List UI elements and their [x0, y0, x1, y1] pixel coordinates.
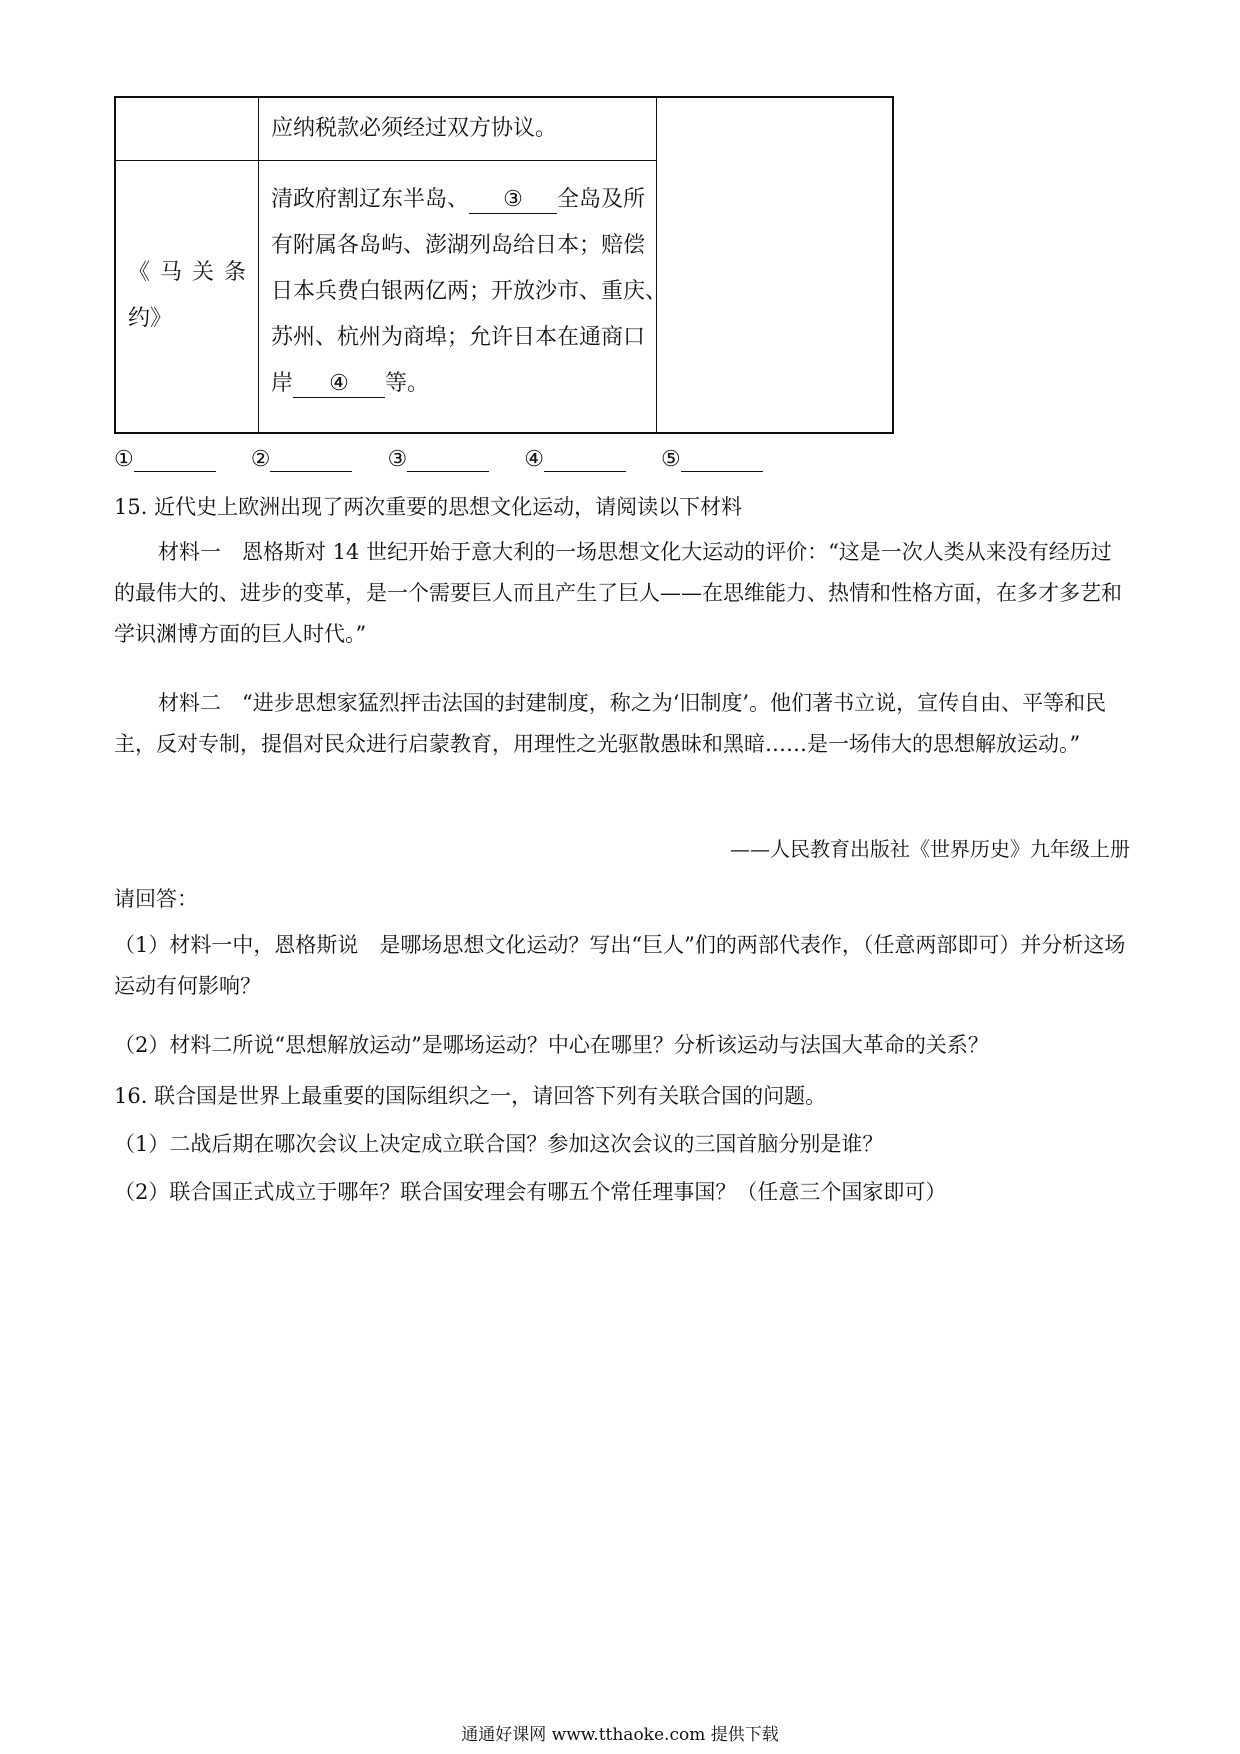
treaty-content-line4: 苏州、杭州为商埠；允许日本在通商口	[271, 325, 646, 350]
treaty-table	[114, 96, 894, 434]
question-15-stem: 15. 近代史上欧洲出现了两次重要的思想文化运动，请阅读以下材料	[114, 495, 743, 519]
treaty-name-line2: 约》	[128, 306, 173, 331]
table-column-divider	[258, 98, 259, 432]
answer-line	[681, 451, 763, 472]
answer-blank-label: ⑤	[660, 447, 681, 472]
answer-blank-3[interactable]	[387, 447, 489, 472]
answer-line	[134, 451, 216, 472]
treaty-content-line3: 日本兵费白银两亿两；开放沙市、重庆、	[271, 279, 668, 304]
question-15-material-1: 材料一 恩格斯对 14 世纪开始于意大利的一场思想文化大运动的评价：“这是一次人类从来没有经历过的最伟大的、进步的变革，是一个需要巨人而且产生了巨人——在思维能力、热情和性格方面，在多才多艺和学识渊博方面的巨人时代。”	[114, 540, 1122, 646]
fill-blank-4[interactable]: ④	[293, 371, 385, 398]
treaty-content-text: 全岛及所	[557, 187, 646, 212]
answer-line	[407, 451, 489, 472]
answer-blank-5[interactable]	[661, 447, 763, 472]
question-15-material-2: 材料二 “进步思想家猛烈抨击法国的封建制度，称之为‘旧制度’。他们著书立说，宣传自由、平等和民主，反对专制，提倡对民众进行启蒙教育，用理性之光驱散愚昧和黑暗……是一场伟大的思想解放运动。”	[114, 691, 1107, 756]
treaty-content-line5	[271, 361, 429, 407]
treaty-name-line1: 《马关条	[128, 260, 257, 285]
table-column-divider	[656, 98, 657, 432]
page-footer: 通通好课网 www.tthaoke.com 提供下载	[461, 1725, 779, 1745]
treaty-content-text: 岸	[271, 371, 294, 396]
answer-blank-label: ②	[250, 447, 271, 472]
treaty-content-text: 等。	[385, 371, 430, 396]
question-16-sub-2: （2）联合国正式成立于哪年？联合国安理会有哪五个常任理事国？（任意三个国家即可）	[114, 1180, 947, 1204]
answer-blank-label: ④	[524, 447, 544, 472]
answer-line	[544, 451, 626, 472]
treaty-content-line2: 有附属各岛屿、澎湖列岛给日本；赔偿	[271, 233, 646, 258]
treaty-content-line1	[271, 177, 645, 223]
answer-line	[270, 451, 352, 472]
answer-blank-2[interactable]	[251, 447, 353, 472]
fill-blank-3[interactable]: ③	[469, 187, 557, 214]
question-15-sub-1: （1）材料一中，恩格斯说 是哪场思想文化运动？写出“巨人”们的两部代表作，（任意两部即可）并分析这场运动有何影响？	[114, 933, 1126, 998]
treaty-content-text: 清政府割辽东半岛、	[271, 187, 470, 212]
answer-blanks-row	[114, 447, 791, 472]
table-row-1-content: 应纳税款必须经过双方协议。	[271, 116, 558, 141]
answer-blank-4[interactable]	[524, 447, 626, 472]
table-row-divider	[116, 160, 656, 161]
material-source: ——人民教育出版社《世界历史》九年级上册	[730, 837, 1130, 861]
answer-blank-label: ③	[387, 447, 408, 472]
question-16-sub-1: （1）二战后期在哪次会议上决定成立联合国？参加这次会议的三国首脑分别是谁？	[114, 1132, 884, 1156]
question-15-prompt: 请回答：	[114, 887, 198, 911]
question-16-stem: 16. 联合国是世界上最重要的国际组织之一，请回答下列有关联合国的问题。	[114, 1084, 827, 1108]
answer-blank-1[interactable]	[114, 447, 216, 472]
question-15-sub-2: （2）材料二所说“思想解放运动”是哪场运动？中心在哪里？分析该运动与法国大革命的关系？	[114, 1033, 989, 1057]
answer-blank-label: ①	[114, 447, 134, 472]
